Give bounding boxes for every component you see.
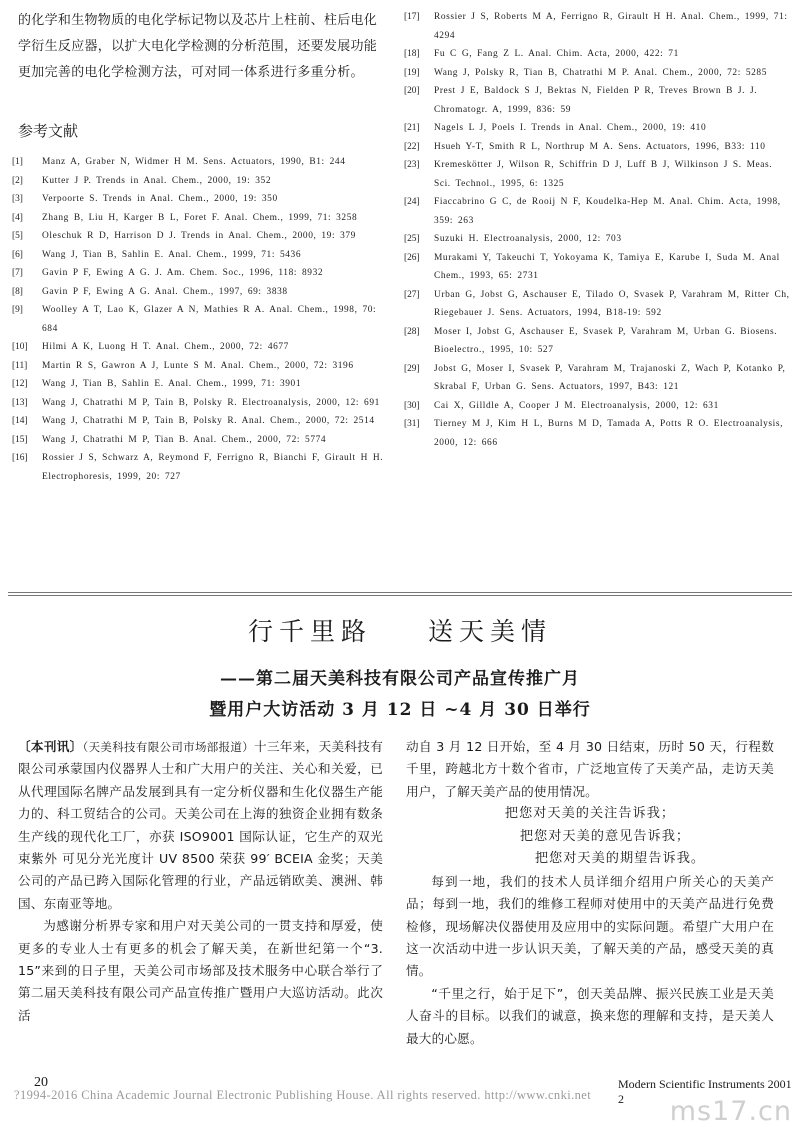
reference-item	[12, 209, 387, 228]
reference-text: Wang J, Chatrathi M P, Tain B, Polsky R. Electroanalysis, 2000, 12: 691	[42, 397, 380, 408]
journal-name: Modern Scientific Instruments 2001 2	[618, 1077, 792, 1106]
reference-number: [28]	[404, 326, 420, 337]
reference-item	[12, 357, 387, 376]
reference-number: [20]	[404, 86, 420, 96]
reference-text: Wang J, Tian B, Sahlin E. Anal. Chem., 1999, 71: 5436	[42, 249, 302, 260]
reference-number: [15]	[12, 434, 28, 445]
article-headline	[0, 612, 800, 648]
reference-number: [13]	[12, 397, 28, 408]
reference-text: Prest J E, Baldock S J, Bektas N, Fielden P R, Treves Brown B J. J. Chromatogr. A, 1999, 836: 59	[434, 86, 758, 115]
reference-number: [31]	[404, 419, 420, 429]
reference-text: Tierney M J, Kim H L, Burns M D, Tamada A, Potts R O. Electroanalysis, 2000, 12: 666	[434, 419, 784, 448]
copyright-notice: ?1994-2016 China Academic Journal Electronic Publishing House. All rights reserved. http://www.cnki.net	[14, 1088, 592, 1102]
reference-item	[12, 172, 387, 191]
reference-number: [17]	[404, 12, 420, 22]
reference-number: [8]	[12, 286, 23, 297]
reference-item	[404, 397, 792, 416]
reference-text: Martin R S, Gawron A J, Lunte S M. Anal. Chem., 2000, 72: 3196	[42, 360, 354, 371]
article-subtitle-line2: 暨用户大访活动 3 月 12 日 ~4 月 30 日举行	[209, 700, 591, 720]
reference-number: [23]	[404, 160, 420, 170]
lead-source: （天美科技有限公司市场部报道）	[82, 740, 255, 754]
reference-text: Hsueh Y-T, Smith R L, Northrup M A. Sens. Actuators, 1996, B33: 110	[434, 141, 766, 152]
reference-number: [3]	[12, 194, 23, 204]
reference-number: [14]	[12, 416, 28, 426]
reference-text: Woolley A T, Lao K, Glazer A N, Mathies R A. Anal. Chem., 1998, 70: 684	[42, 305, 377, 334]
reference-item	[404, 193, 792, 230]
references-right-column	[404, 8, 792, 452]
reference-text: Gavin P F, Ewing A G. Anal. Chem., 1997, 69: 3838	[42, 286, 288, 297]
reference-text: Oleschuk R D, Harrison D J. Trends in Anal. Chem., 2000, 19: 379	[42, 231, 356, 241]
reference-number: [12]	[12, 379, 28, 389]
site-watermark: ms17.cn	[669, 1096, 792, 1127]
section-divider-top	[8, 592, 792, 593]
reference-text: Fu C G, Fang Z L. Anal. Chim. Acta, 2000, 422: 71	[434, 49, 679, 59]
reference-text: Wang J, Polsky R, Tian B, Chatrathi M P. Anal. Chem., 2000, 72: 5285	[434, 67, 767, 78]
reference-number: [29]	[404, 363, 420, 374]
reference-item	[404, 360, 792, 397]
continued-paragraph: 的化学和生物物质的电化学标记物以及芯片上柱前、柱后电化学衍生反应器，以扩大电化学检测的分析范围，还要发展功能更加完善的电化学检测方法，可对同一体系进行多重分析。	[18, 13, 378, 80]
reference-item	[404, 64, 792, 83]
reference-number: [24]	[404, 197, 420, 207]
reference-text: Wang J, Chatrathi M P, Tian B. Anal. Chem., 2000, 72: 5774	[42, 434, 327, 445]
reference-text: Cai X, Gilldle A, Cooper J M. Electroanalysis, 2000, 12: 631	[434, 400, 719, 411]
reference-number: [11]	[12, 360, 28, 371]
lead-label: 〔本刊讯〕	[18, 739, 83, 754]
references-left-column	[12, 153, 387, 486]
reference-text: Moser I, Jobst G, Aschauser E, Svasek P, Varahram M, Urban G. Biosens. Bioelectro., 1995, 10: 527	[434, 326, 778, 355]
reference-text: Kutter J P. Trends in Anal. Chem., 2000, 19: 352	[42, 175, 272, 186]
reference-number: [30]	[404, 400, 420, 411]
section-divider-bottom	[8, 595, 792, 596]
reference-item	[12, 246, 387, 265]
reference-text: Urban G, Jobst G, Aschauser E, Tilado O, Svasek P, Varahram M, Ritter Ch, Riegebauer J. Sens. Actuators, 1994, B18-19: 592	[434, 289, 790, 318]
reference-item	[404, 138, 792, 157]
reference-item	[404, 286, 792, 323]
reference-text: Fiaccabrino G C, de Rooij N F, Koudelka-Hep M. Anal. Chim. Acta, 1998, 359: 263	[434, 197, 781, 226]
reference-text: Zhang B, Liu H, Karger B L, Foret F. Anal. Chem., 1999, 71: 3258	[42, 212, 358, 223]
reference-text: Manz A, Graber N, Widmer H M. Sens. Actuators, 1990, B1: 244	[42, 157, 346, 167]
reference-item	[12, 394, 387, 413]
article-right-column	[406, 736, 774, 1050]
reference-item	[12, 153, 387, 172]
reference-number: [4]	[12, 212, 23, 223]
reference-number: [25]	[404, 234, 420, 244]
reference-item	[404, 156, 792, 193]
reference-item	[12, 375, 387, 394]
reference-number: [1]	[12, 157, 23, 167]
article-left-column	[18, 736, 383, 1027]
reference-item	[12, 412, 387, 431]
reference-item	[404, 230, 792, 249]
reference-item	[404, 415, 792, 452]
article-subtitle-line1: ——第二届天美科技有限公司产品宣传推广月	[220, 669, 580, 689]
reference-number: [18]	[404, 49, 420, 59]
reference-number: [22]	[404, 141, 420, 152]
reference-number: [19]	[404, 67, 420, 78]
reference-item	[404, 323, 792, 360]
reference-text: Rossier J S, Roberts M A, Ferrigno R, Girault H H. Anal. Chem., 1999, 71: 4294	[434, 12, 788, 41]
reference-item	[404, 249, 792, 286]
reference-text: Wang J, Tian B, Sahlin E. Anal. Chem., 1999, 71: 3901	[42, 379, 302, 389]
slogan-2: 把您对天美的意见告诉我；	[519, 828, 691, 844]
reference-text: Rossier J S, Schwarz A, Reymond F, Ferrigno R, Bianchi F, Girault H H. Electrophoresis, 1999, 20: 727	[42, 453, 384, 482]
reference-number: [27]	[404, 289, 420, 300]
reference-item	[12, 190, 387, 209]
reference-number: [7]	[12, 268, 23, 278]
reference-item	[12, 264, 387, 283]
reference-number: [2]	[12, 175, 23, 186]
reference-text: Suzuki H. Electroanalysis, 2000, 12: 703	[434, 234, 622, 244]
reference-item	[12, 338, 387, 357]
reference-number: [21]	[404, 123, 420, 133]
reference-item	[404, 119, 792, 138]
reference-item	[404, 45, 792, 64]
article-paragraph-2: 为感谢分析界专家和用户对天美公司的一贯支持和厚爱，使更多的专业人士有更多的机会了解天美，在新世纪第一个“3. 15”来到的日子里，天美公司市场部及技术服务中心联合举行了第二届天美科技有限公司产品宣传推广暨用户大巡访活动。此次活	[18, 918, 383, 1023]
reference-text: Nagels L J, Poels I. Trends in Anal. Chem., 2000, 19: 410	[434, 123, 707, 133]
article-paragraph-2-continued: 动自 3 月 12 日开始，至 4 月 30 日结束，历时 50 天，行程数千里，跨越北方十数个省市，广泛地宣传了天美产品，走访天美用户，了解天美产品的使用情况。	[406, 739, 774, 799]
reference-text: Verpoorte S. Trends in Anal. Chem., 2000, 19: 350	[42, 194, 278, 204]
reference-item	[404, 82, 792, 119]
reference-number: [5]	[12, 231, 23, 241]
article-paragraph-1	[18, 736, 383, 915]
reference-number: [6]	[12, 249, 23, 260]
reference-number: [10]	[12, 342, 28, 352]
reference-item	[12, 301, 387, 338]
reference-item	[12, 431, 387, 450]
references-heading: 参考文献	[18, 122, 79, 140]
headline-part1: 行千里路	[247, 617, 372, 646]
reference-item	[12, 227, 387, 246]
slogan-1: 把您对天美的关注告诉我；	[504, 806, 676, 822]
reference-text: Jobst G, Moser I, Svasek P, Varahram M, Trajanoski Z, Wach P, Kotanko P, Skrabal F, Urban G. Sens. Actuators, 1997, B43: 121	[434, 363, 786, 392]
reference-text: Kremeskötter J, Wilson R, Schiffrin D J, Luff B J, Wilkinson J S. Meas. Sci. Technol., 1995, 6: 1325	[434, 160, 773, 189]
paragraph-1-text: 十三年来，天美科技有限公司承蒙国内仪器界人士和广大用户的关注、关心和关爱，已从代理国际名牌产品发展到具有一定分析仪器和生化仪器生产能力的、科工贸结合的公司。天美公司在上海的独资企业拥有数条生产线的现代化工厂，亦获 ISO9001 国际认证，它生产的双光束紫外 可见分光光度计 UV 8500 荣获 99′ BCEIA 金奖；天美公司的产品已跨入国际化管理的行业，产品远销欧美、澳洲、韩国、东南亚等地。	[18, 739, 384, 911]
reference-text: Wang J, Chatrathi M P, Tain B, Polsky R. Anal. Chem., 2000, 72: 2514	[42, 416, 375, 426]
reference-item	[12, 449, 387, 486]
reference-number: [16]	[12, 453, 28, 463]
slogan-3: 把您对天美的期望告诉我。	[534, 851, 706, 867]
reference-number: [26]	[404, 252, 420, 263]
article-paragraph-3: 每到一地，我们的技术人员详细介绍用户所关心的天美产品；每到一地，我们的维修工程师对使用中的天美产品进行免费检修，现场解决仪器使用及应用中的实际问题。希望广大用户在这一次活动中进一步认识天美，了解天美的产品，感受天美的真情。	[406, 873, 774, 979]
reference-text: Gavin P F, Ewing A G. J. Am. Chem. Soc., 1996, 118: 8932	[42, 268, 324, 278]
reference-number: [9]	[12, 305, 23, 315]
reference-item	[12, 283, 387, 302]
reference-text: Hilmi A K, Luong H T. Anal. Chem., 2000, 72: 4677	[42, 342, 289, 352]
page-number: 20	[34, 1075, 48, 1090]
headline-part2: 送天美情	[428, 617, 553, 646]
article-paragraph-4: “千里之行，始于足下”，创天美品牌、振兴民族工业是天美人奋斗的目标。以我们的诚意，换来您的理解和支持，是天美人最大的心愿。	[406, 985, 774, 1046]
reference-text: Murakami Y, Takeuchi T, Yokoyama K, Tamiya E, Karube I, Suda M. Anal Chem., 1993, 65: 2731	[434, 252, 780, 281]
reference-item	[404, 8, 792, 45]
